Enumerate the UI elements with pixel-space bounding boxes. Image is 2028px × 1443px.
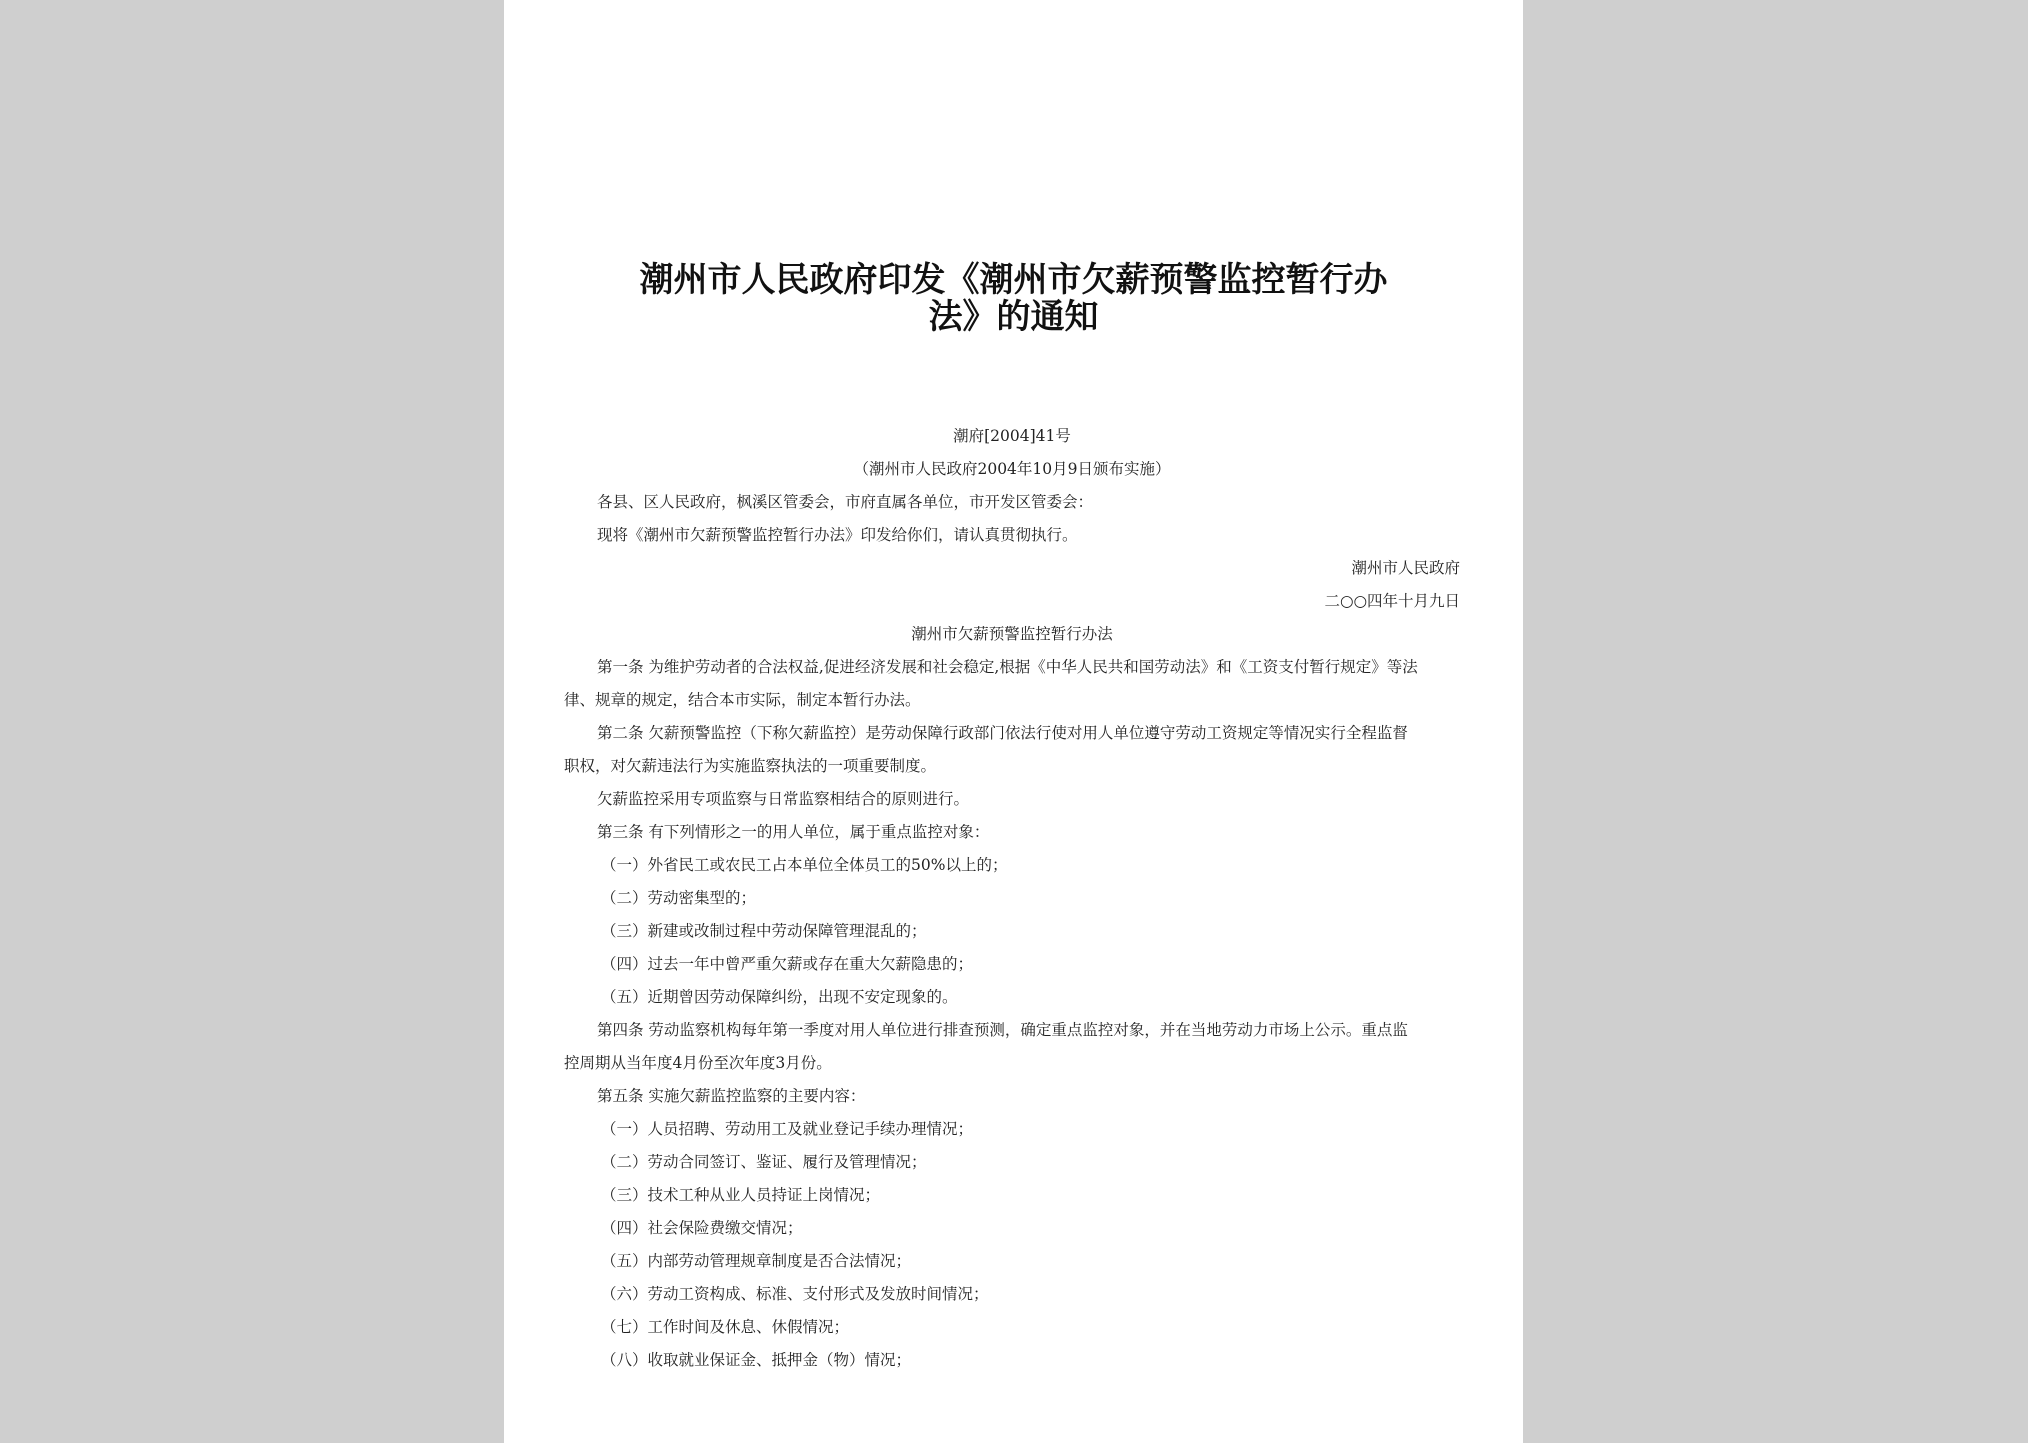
issue-date: 二○○四年十月九日	[1324, 592, 1460, 610]
article-5-item: （六）劳动工资构成、标准、支付形式及发放时间情况；	[601, 1285, 989, 1303]
article-3: 第三条 有下列情形之一的用人单位，属于重点监控对象：	[597, 823, 990, 841]
article-2-line-3: 欠薪监控采用专项监察与日常监察相结合的原则进行。	[597, 790, 970, 808]
document-body	[562, 420, 1462, 1377]
doc-number: 潮府[2004]41号	[953, 427, 1071, 445]
article-3-item: （五）近期曾因劳动保障纠纷，出现不安定现象的。	[601, 988, 958, 1006]
article-5-item: （二）劳动合同签订、鉴证、履行及管理情况；	[601, 1153, 927, 1171]
article-3-item: （一）外省民工或农民工占本单位全体员工的50%以上的；	[601, 856, 1008, 874]
article-5-item: （八）收取就业保证金、抵押金（物）情况；	[601, 1351, 912, 1369]
article-2-line-1: 第二条 欠薪预警监控（下称欠薪监控）是劳动保障行政部门依法行使对用人单位遵守劳动工资规定等情况实行全程监督	[597, 724, 1408, 742]
title-line-1: 潮州市人民政府印发《潮州市欠薪预警监控暂行办	[639, 260, 1388, 300]
regulation-title: 潮州市欠薪预警监控暂行办法	[911, 625, 1113, 643]
article-3-item: （二）劳动密集型的；	[601, 889, 757, 907]
article-1-line-2: 律、规章的规定，结合本市实际，制定本暂行办法。	[564, 691, 921, 709]
article-5-item: （七）工作时间及休息、休假情况；	[601, 1318, 850, 1336]
addressee: 各县、区人民政府，枫溪区管委会，市府直属各单位，市开发区管委会：	[597, 493, 1094, 511]
title-line-2: 法》的通知	[928, 297, 1099, 337]
article-4-line-2: 控周期从当年度4月份至次年度3月份。	[564, 1054, 832, 1072]
document-page	[504, 0, 1523, 1443]
article-2-line-2: 职权，对欠薪违法行为实施监察执法的一项重要制度。	[564, 757, 937, 775]
article-4-line-1: 第四条 劳动监察机构每年第一季度对用人单位进行排查预测，确定重点监控对象，并在当地劳动力市场上公示。重点监	[597, 1021, 1408, 1039]
article-5-item: （三）技术工种从业人员持证上岗情况；	[601, 1186, 881, 1204]
issued-note: （潮州市人民政府2004年10月9日颁布实施）	[853, 460, 1171, 478]
issuer: 潮州市人民政府	[1351, 559, 1460, 577]
document-title	[564, 262, 1463, 336]
article-3-item: （四）过去一年中曾严重欠薪或存在重大欠薪隐患的；	[601, 955, 974, 973]
article-5-item: （四）社会保险费缴交情况；	[601, 1219, 803, 1237]
article-5-item: （一）人员招聘、劳动用工及就业登记手续办理情况；	[601, 1120, 974, 1138]
article-1-line-1: 第一条 为维护劳动者的合法权益,促进经济发展和社会稳定,根据《中华人民共和国劳动法》和《工资支付暂行规定》等法	[597, 658, 1418, 676]
article-3-item: （三）新建或改制过程中劳动保障管理混乱的；	[601, 922, 927, 940]
article-5: 第五条 实施欠薪监控监察的主要内容：	[597, 1087, 866, 1105]
article-5-item: （五）内部劳动管理规章制度是否合法情况；	[601, 1252, 912, 1270]
notice-text: 现将《潮州市欠薪预警监控暂行办法》印发给你们，请认真贯彻执行。	[597, 526, 1078, 544]
